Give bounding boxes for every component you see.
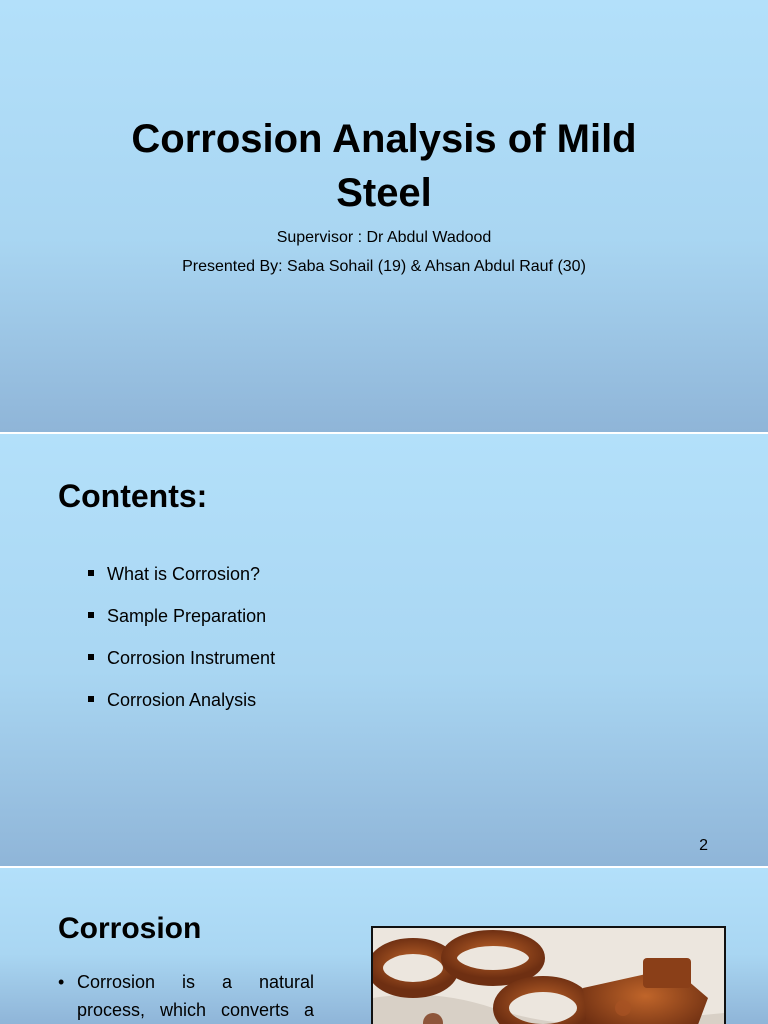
contents-list [88,562,275,730]
list-item [88,604,275,646]
list-item-label: What is Corrosion? [107,564,261,584]
presenters-text: Presented By: Saba Sohail (19) & Ahsan Abdul Rauf (30) [182,258,586,275]
word: Corrosion [77,972,156,992]
title-slide [0,0,768,432]
word: natural [258,972,314,992]
rust-illustration [373,928,724,1024]
contents-slide [0,434,768,866]
corrosion-body-text [58,968,314,1024]
word: is [182,972,195,992]
word: process, [77,1000,146,1020]
square-bullet-icon [88,570,94,576]
square-bullet-icon [88,654,94,660]
corrosion-slide [0,868,768,1024]
list-item [88,688,275,730]
rusted-chain-image [371,926,726,1024]
word: converts [220,1000,289,1020]
square-bullet-icon [88,696,94,702]
word: a [221,972,232,992]
slide-title-line-1: Corrosion Analysis of Mild [131,117,637,161]
list-item [88,646,275,688]
list-item-label: Corrosion Analysis [107,690,257,710]
list-item [88,562,275,604]
word: which [159,1000,207,1020]
supervisor-text: Supervisor : Dr Abdul Wadood [276,229,492,246]
list-item-label: Corrosion Instrument [107,648,276,668]
list-item-label: Sample Preparation [107,606,267,626]
square-bullet-icon [88,612,94,618]
contents-heading: Contents: [58,478,208,514]
slide-title-line-2: Steel [336,171,432,215]
slide-title [0,112,768,220]
bullet-icon: • [58,972,65,992]
page-number: 2 [699,837,708,854]
word: a [303,1000,314,1020]
corrosion-heading: Corrosion [58,912,202,945]
